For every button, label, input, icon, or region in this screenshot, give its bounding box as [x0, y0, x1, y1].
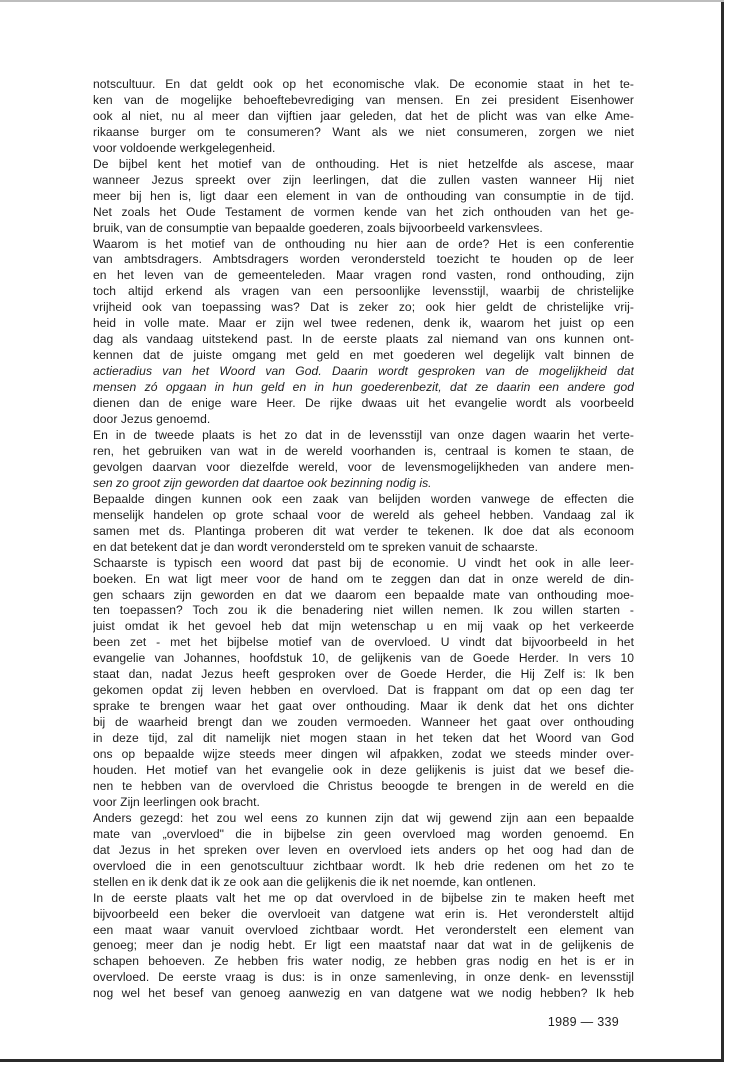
text-line: ook al niet, nu al meer dan vijftien jaar geleden, dat het de plicht was van elke Ame-: [93, 108, 634, 123]
text-line: schapen behoeven. Ze hebben fris water nodig, ze hebben gras nodig en het is er in: [93, 954, 634, 969]
text-line: nog wel het besef van genoeg aanwezig en van datgene wat we nodig hebben? Ik heb: [93, 986, 634, 1001]
text-line: voor voldoende werkgelegenheid.: [93, 140, 276, 155]
paragraph: [93, 492, 634, 556]
text-line: toch altijd erkend als vragen van een persoonlijke levensstijl, waarbij de christelijke: [93, 284, 634, 299]
text-line: ten toepassen? Toch zou ik die benadering niet willen nemen. Ik zou willen starten -: [93, 603, 634, 618]
text-line: genoeg; meer dan je nodig hebt. Er ligt een maatstaf naar dat wat in de gelijkenis de: [93, 938, 634, 953]
text-line: boeken. En wat ligt meer voor de hand om te zeggen dan dat in onze wereld de din-: [93, 571, 634, 586]
text-line: Bepaalde dingen kunnen ook een zaak van belijden worden vanwege de effecten die: [93, 491, 634, 506]
text-line: gekomen opdat zij leven hebben en overvloed. Dat is frappant om dat op een dag ter: [93, 683, 634, 698]
text-line: vrijheid ook van toepassing was? Dat is zeker zo; ook hier geldt de christelijke vrij-: [93, 300, 634, 315]
text-line: notscultuur. En dat geldt ook op het economische vlak. De economie staat in het te-: [93, 77, 634, 91]
paragraph: [93, 811, 634, 891]
paragraph: [93, 237, 634, 428]
text-line: staat dan, nadat Jezus heeft gesproken over de Goede Herder, die Hij Zelf is: Ik ben: [93, 667, 634, 682]
body-text: [93, 77, 634, 1002]
text-line: stellen en ik denk dat ik ze ook aan die gelijkenis die ik net noemde, kan ontlenen.: [93, 874, 537, 889]
text-line: actieradius van het Woord van God. Daarin wordt gesproken van de mogelijkheid dat: [93, 364, 634, 379]
text-line: nen te hebben van de overvloed die Christus beoogde te brengen in de wereld en die: [93, 778, 634, 793]
text-line: heid in volle mate. Maar er zijn wel twee redenen, denk ik, waarom het juist op een: [93, 316, 634, 331]
text-line: houden. Het motief van het evangelie ook in deze gelijkenis is juist dat we besef die-: [93, 762, 634, 777]
text-line: ken van de mogelijke behoeftebevrediging van mensen. En zei president Eisenhower: [93, 92, 634, 107]
text-line: In de eerste plaats valt het me op dat overvloed in de bijbelse zin te maken heeft met: [93, 890, 634, 905]
text-line: De bijbel kent het motief van de onthouding. Het is niet hetzelfde als ascese, maar: [93, 156, 634, 171]
page-number: 1989 — 339: [547, 1015, 619, 1029]
text-line: samen met ds. Plantinga proberen dit wat verder te tekenen. Ik doe dat als econoom: [93, 523, 634, 538]
text-line: voor Zijn leerlingen ook bracht.: [93, 794, 260, 809]
text-line: Net zoals het Oude Testament de vormen kende van het zich onthouden van het ge-: [93, 204, 634, 219]
text-line: in deze tijd, zal dit namelijk niet mogen staan in het teken dat het Woord van God: [93, 731, 634, 746]
text-line: door Jezus genoemd.: [93, 412, 211, 427]
text-line: gevolgen daarvan voor diezelfde wereld, voor de levensmogelijkheden van andere men-: [93, 459, 634, 474]
paragraph: [93, 891, 634, 1003]
text-line: dat Jezus in het spreken over leven en overvloed iets anders op het oog had dan de: [93, 842, 634, 857]
text-line: van ambtsdragers. Ambtsdragers worden verondersteld toezicht te houden op de leer: [93, 252, 634, 267]
text-line: bijvoorbeeld een beker die overvloeit van datgene wat erin is. Het veronderstelt altijd: [93, 906, 634, 921]
text-line: Schaarste is typisch een woord dat past bij de economie. U vindt het ook in alle leer-: [93, 555, 634, 570]
text-line: mensen zó opgaan in hun geld en in hun goederenbezit, dat ze daarin een andere god: [93, 380, 634, 395]
text-line: en het leven van de gemeenteleden. Maar vragen rond vasten, rond onthouding, zijn: [93, 268, 634, 283]
text-line: menselijk handelen op grote schaal voor de wereld als geheel hebben. Vandaag zal ik: [93, 507, 634, 522]
text-line: dienen dan de enige ware Heer. De rijke dwaas uit het evangelie wordt als voorbeeld: [93, 396, 634, 411]
paragraph: [93, 428, 634, 492]
text-line: evangelie van Johannes, hoofdstuk 10, de gelijkenis van de Goede Herder. In vers 10: [93, 651, 634, 666]
page-top-edge: [0, 0, 724, 2]
text-line: juist omdat ik het gevoel heb dat mijn wetenschap u en mij vaak op het verkeerde: [93, 619, 634, 634]
text-line: sprake te brengen waar het gaat over onthouding. Maar ik denk dat het ons dichter: [93, 699, 634, 714]
paragraph: [93, 157, 634, 237]
text-line: een maat waar vanuit overvloed zichtbaar wordt. Het veronderstelt een element van: [93, 922, 634, 937]
paragraph: [93, 77, 634, 157]
text-line: mate van „overvloed" die in bijbelse zin geen overvloed mag worden genoemd. En: [93, 826, 634, 841]
text-line: ons op bepaalde wijze steeds meer dingen wil afpakken, zodat we steeds minder over-: [93, 747, 634, 762]
text-line: overvloed. De eerste vraag is dus: is in onze samenleving, in onze denk- en levensstijl: [93, 970, 634, 985]
text-line: ren, het gebruiken van wat in de wereld voorhanden is, centraal is komen te staan, de: [93, 443, 634, 458]
text-line: en dat betekent dat je dan wordt verondersteld om te spreken vanuit de schaarste.: [93, 539, 539, 554]
text-line: bij de waarheid brengt dan we zouden vermoeden. Wanneer het gaat over onthouding: [93, 715, 634, 730]
text-line: En in de tweede plaats is het zo dat in de levensstijl van onze dagen waarin het verte-: [93, 427, 634, 442]
text-line: wanneer Jezus spreekt over zijn leerlingen, dat die zullen vasten wanneer Hij niet: [93, 172, 634, 187]
text-line: Anders gezegd: het zou wel eens zo kunnen zijn dat wij gewend zijn aan een bepaalde: [93, 810, 634, 825]
text-line: Waarom is het motief van de onthouding nu hier aan de orde? Het is een conferentie: [93, 236, 634, 251]
text-line: kennen dat de juiste omgang met geld en met goederen wel degelijk valt binnen de: [93, 348, 634, 363]
text-line: sen zo groot zijn geworden dat daartoe ook bezinning nodig is.: [93, 475, 432, 490]
text-line: bruik, van de consumptie van bepaalde goederen, zoals bijvoorbeeld varkensvlees.: [93, 220, 543, 235]
text-line: been zet - met het bijbelse motief van de overvloed. U vindt dat bijvoorbeeld in het: [93, 635, 634, 650]
text-line: meer bij hen is, ligt daar een element in van de onthouding van consumptie in de tijd.: [93, 188, 634, 203]
text-line: rikaanse burger om te consumeren? Want als we niet consumeren, zorgen we niet: [93, 124, 634, 139]
text-line: overvloed die in een genotscultuur zichtbaar wordt. Ik heb drie redenen om het zo te: [93, 858, 634, 873]
text-line: dag als vandaag uitstekend past. In de eerste plaats zal niemand van ons kunnen ont-: [93, 332, 634, 347]
text-line: gen schaars zijn geworden en dat we daarom een bepaalde mate van onthouding moe-: [93, 587, 634, 602]
paragraph: [93, 556, 634, 811]
